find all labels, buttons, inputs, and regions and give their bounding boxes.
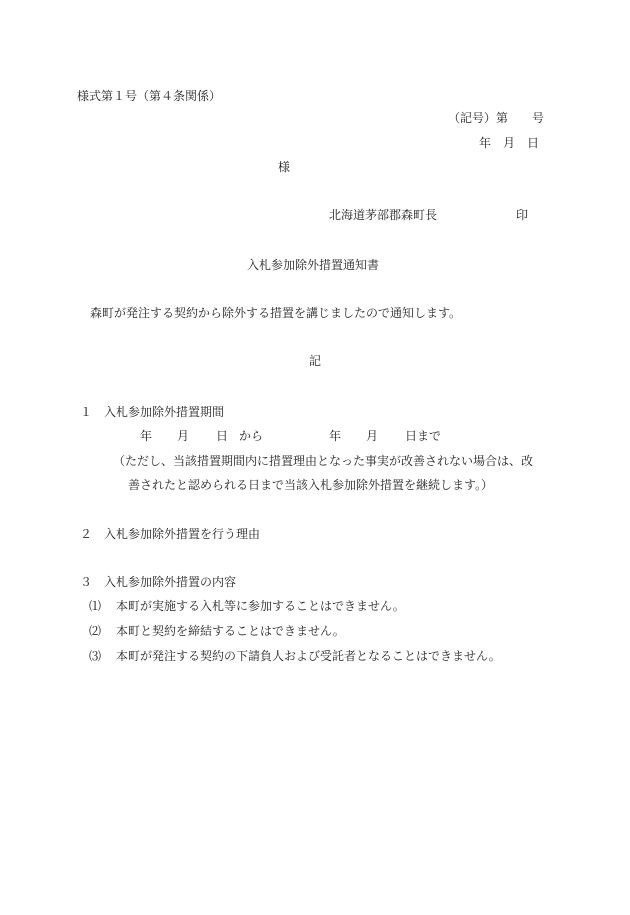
section1-note-line2: 善されたと認められる日まで当該入札参加除外措置を継続します。） (128, 478, 494, 492)
issue-date: 年 月 日 (479, 136, 540, 150)
item-text: 本町と契約を締結することはできません。 (116, 624, 345, 638)
document-number: （記号）第 号 (448, 111, 545, 125)
document-title: 入札参加除外措置通知書 (247, 258, 380, 272)
item-text: 本町が実施する入札等に参加することはできません。 (116, 599, 405, 613)
seal-mark: 印 (516, 208, 529, 222)
item-number: ⑴ (89, 599, 102, 613)
period-month-start: 月 (177, 429, 190, 443)
item-number: ⑶ (89, 649, 102, 663)
intro-text: 森町が発注する契約から除外する措置を講じましたので通知します。 (90, 306, 462, 320)
period-from: から (239, 429, 264, 443)
item-text: 本町が発注する契約の下請負人および受託者となることはできません。 (116, 649, 501, 663)
period-day-start: 日 (216, 429, 229, 443)
period-year-start: 年 (140, 429, 153, 443)
section1-heading: １ 入札参加除外措置期間 (80, 405, 225, 419)
issuer-name: 北海道茅部郡森町長 (329, 208, 438, 222)
form-number: 様式第１号（第４条関係） (77, 89, 222, 103)
section3-heading: ３ 入札参加除外措置の内容 (80, 575, 237, 589)
ki-marker: 記 (309, 354, 322, 368)
period-year-end: 年 (329, 429, 342, 443)
period-until: 日まで (405, 429, 442, 443)
item-number: ⑵ (89, 624, 102, 638)
addressee-suffix: 様 (278, 160, 291, 174)
section2-heading: ２ 入札参加除外措置を行う理由 (80, 527, 261, 541)
period-month-end: 月 (366, 429, 379, 443)
section1-note-line1: （ただし、当該措置期間内に措置理由となった事実が改善されない場合は、改 (113, 454, 534, 468)
